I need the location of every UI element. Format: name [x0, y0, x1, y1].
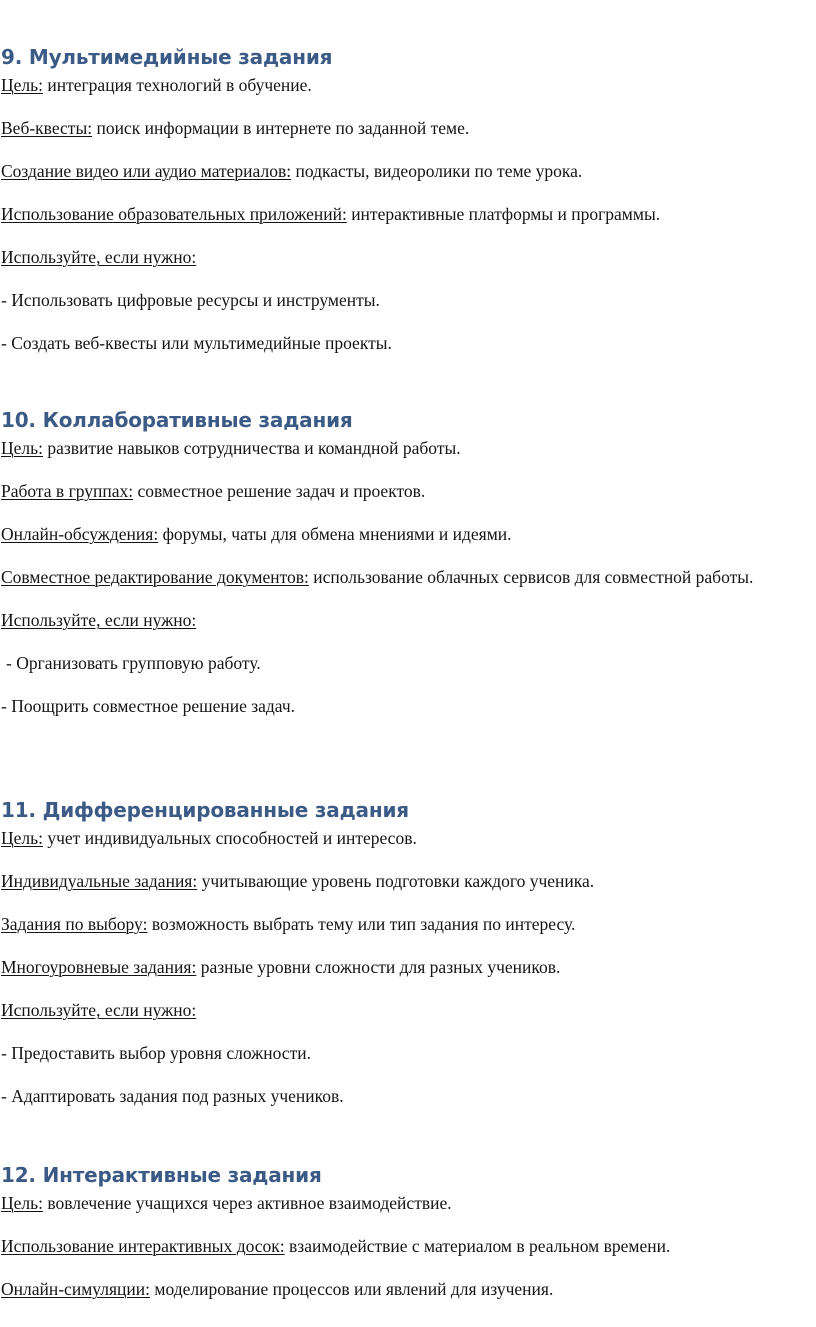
term-label: Используйте, если нужно: [1, 610, 197, 630]
term-text: интеграция технологий в обучение. [42, 75, 312, 95]
term-text: учитывающие уровень подготовки каждого ученика. [197, 871, 595, 891]
term-text: поиск информации в интернете по заданной теме. [92, 118, 470, 138]
definition-paragraph [1, 1276, 813, 1302]
term-label: Работа в группах: [1, 481, 134, 501]
term-label: Цель: [1, 1193, 43, 1213]
term-text: интерактивные платформы и программы. [346, 204, 661, 224]
list-item: - Использовать цифровые ресурсы и инструменты. [1, 290, 380, 310]
goal-paragraph [1, 1190, 813, 1216]
term-label: Цель: [1, 828, 43, 848]
term-label: Онлайн-симуляции: [1, 1279, 150, 1299]
term-label: Цель: [1, 438, 43, 458]
section-collaborative [1, 405, 813, 719]
term-text: развитие навыков сотрудничества и командной работы. [42, 438, 461, 458]
list-item: - Создать веб-квесты или мультимедийные проекты. [1, 333, 392, 353]
list-item: - Предоставить выбор уровня сложности. [1, 1043, 311, 1063]
term-text: совместное решение задач и проектов. [133, 481, 426, 501]
term-text: вовлечение учащихся через активное взаимодействие. [42, 1193, 452, 1213]
goal-paragraph [1, 825, 813, 851]
term-label: Использование интерактивных досок: [1, 1236, 285, 1256]
term-text: использование облачных сервисов для совместной работы. [308, 567, 754, 587]
section-interactive [1, 1160, 813, 1302]
usage-heading [1, 244, 813, 270]
term-label: Цель: [1, 75, 43, 95]
section-heading: 9. Мультимедийные задания [1, 45, 333, 69]
term-label: Онлайн-обсуждения: [1, 524, 159, 544]
term-label: Задания по выбору: [1, 914, 148, 934]
list-item-text: - Организовать групповую работу. [6, 653, 261, 673]
term-text: возможность выбрать тему или тип задания по интересу. [147, 914, 576, 934]
section-multimedia [1, 42, 813, 356]
term-text: моделирование процессов или явлений для изучения. [150, 1279, 554, 1299]
term-text: подкасты, видеоролики по теме урока. [291, 161, 583, 181]
term-label: Многоуровневые задания: [1, 957, 197, 977]
usage-heading [1, 607, 813, 633]
term-label: Индивидуальные задания: [1, 871, 198, 891]
list-item: - Поощрить совместное решение задач. [1, 696, 296, 716]
usage-heading [1, 997, 813, 1023]
term-label: Веб-квесты: [1, 118, 93, 138]
definition-paragraph [1, 201, 813, 227]
section-differentiated [1, 795, 813, 1109]
definition-paragraph [1, 1233, 813, 1259]
definition-paragraph [1, 115, 813, 141]
definition-paragraph [1, 911, 813, 937]
term-label: Используйте, если нужно: [1, 1000, 197, 1020]
goal-paragraph [1, 435, 813, 461]
list-item [1, 650, 813, 676]
definition-paragraph [1, 954, 813, 980]
definition-paragraph [1, 521, 813, 547]
definition-paragraph [1, 868, 813, 894]
term-label: Используйте, если нужно: [1, 247, 197, 267]
definition-paragraph [1, 478, 813, 504]
section-heading: 10. Коллаборативные задания [1, 408, 353, 432]
term-text: разные уровни сложности для разных учеников. [196, 957, 561, 977]
term-text: взаимодействие с материалом в реальном времени. [284, 1236, 671, 1256]
definition-paragraph [1, 158, 813, 184]
goal-paragraph [1, 72, 813, 98]
term-text: форумы, чаты для обмена мнениями и идеями. [158, 524, 512, 544]
term-label: Использование образовательных приложений: [1, 204, 347, 224]
definition-paragraph [1, 564, 813, 590]
term-label: Совместное редактирование документов: [1, 567, 309, 587]
term-text: учет индивидуальных способностей и интересов. [42, 828, 417, 848]
section-heading: 12. Интерактивные задания [1, 1163, 322, 1187]
section-heading: 11. Дифференцированные задания [1, 798, 409, 822]
term-label: Создание видео или аудио материалов: [1, 161, 292, 181]
list-item: - Адаптировать задания под разных учеников. [1, 1086, 344, 1106]
